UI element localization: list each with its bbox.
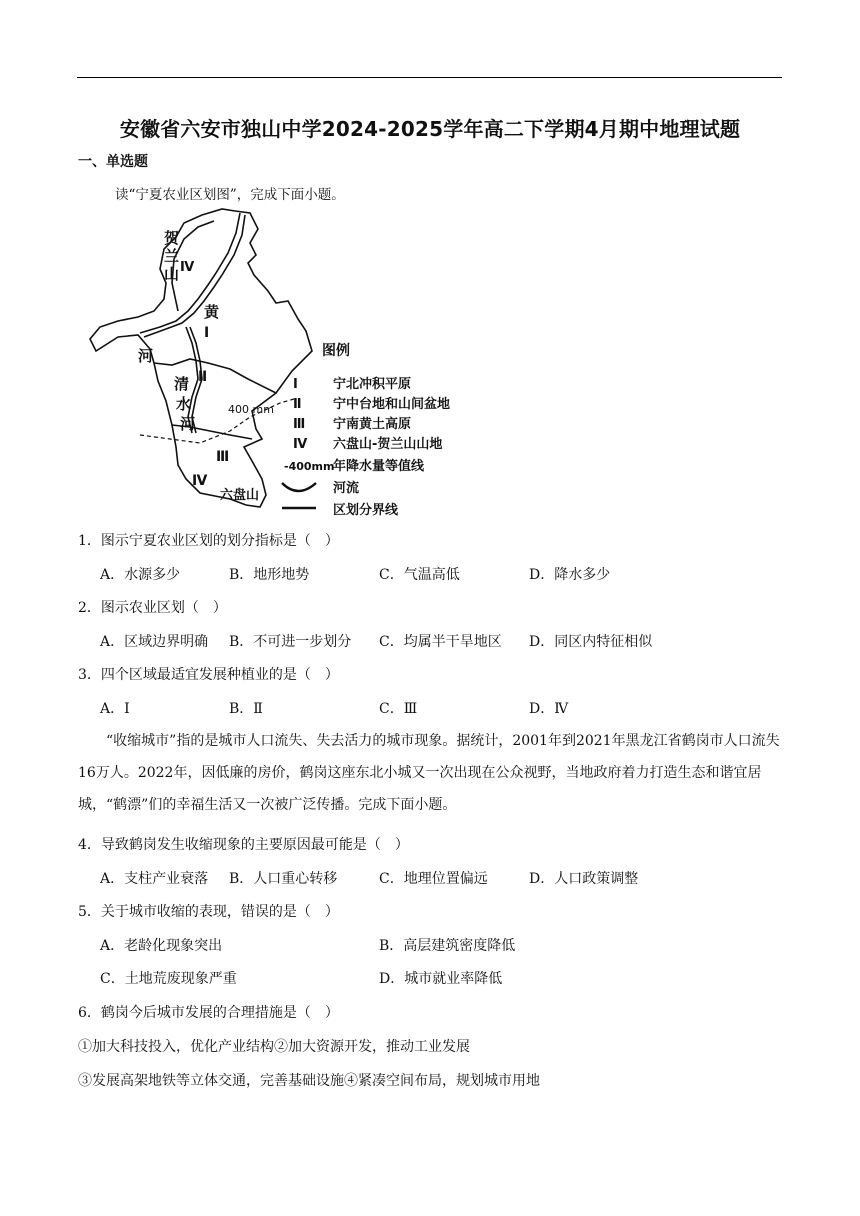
q5-option-a[interactable]: A．老龄化现象突出 <box>100 938 223 954</box>
q5-option-b[interactable]: B．高层建筑密度降低 <box>379 938 516 954</box>
q6-statement-line-1: ①加大科技投入，优化产业结构②加大资源开发，推动工业发展 <box>78 1039 470 1055</box>
label-he2: 河 <box>180 415 196 433</box>
ningxia-map <box>80 203 480 521</box>
legend-title: 图例 <box>322 343 350 359</box>
label-region-4a: Ⅳ <box>180 260 195 275</box>
section-heading: 一、单选题 <box>78 154 148 170</box>
q2-option-c[interactable]: C．均属半干旱地区 <box>379 634 502 650</box>
label-huang: 黄 <box>204 303 220 321</box>
label-isohyet: 400 mm <box>228 403 274 416</box>
question-5: 5．关于城市收缩的表现，错误的是（ ） <box>78 904 339 920</box>
legend-sym-2: Ⅱ <box>293 397 302 412</box>
legend-text-3: 宁南黄土高原 <box>333 417 412 432</box>
legend-sym-4: Ⅳ <box>293 437 308 452</box>
label-shui: 水 <box>176 395 192 413</box>
label-region-3: Ⅲ <box>216 449 230 465</box>
header-rule <box>77 77 782 78</box>
question-6: 6．鹤岗今后城市发展的合理措施是（ ） <box>78 1005 339 1021</box>
q3-option-c[interactable]: C．Ⅲ <box>379 701 418 717</box>
q1-option-c[interactable]: C．气温高低 <box>379 567 460 583</box>
question-1: 1．图示宁夏农业区划的划分指标是（ ） <box>78 533 339 549</box>
q4-option-c[interactable]: C．地理位置偏远 <box>379 871 488 887</box>
legend-text-7: 区划分界线 <box>333 503 399 518</box>
legend-sym-5: -400mm <box>284 460 335 473</box>
q4-option-a[interactable]: A．支柱产业衰落 <box>100 871 209 887</box>
q1-option-d[interactable]: D．降水多少 <box>529 567 611 583</box>
province-outline <box>90 209 312 507</box>
q5-option-c[interactable]: C．土地荒废现象严重 <box>100 971 237 987</box>
legend-text-4: 六盘山-贺兰山山地 <box>333 437 443 452</box>
q4-option-b[interactable]: B．人口重心转移 <box>229 871 338 887</box>
q1-option-b[interactable]: B．地形地势 <box>229 567 310 583</box>
label-region-2: Ⅱ <box>198 369 208 385</box>
question-3: 3．四个区域最适宜发展种植业的是（ ） <box>78 667 339 683</box>
label-helan-3: 山 <box>164 265 180 283</box>
q5-option-d[interactable]: D．城市就业率降低 <box>379 971 503 987</box>
q3-option-b[interactable]: B．Ⅱ <box>229 701 263 717</box>
question-4: 4．导致鹤岗发生收缩现象的主要原因最可能是（ ） <box>78 837 409 853</box>
label-helan-2: 兰 <box>164 247 180 265</box>
label-liupan: 六盘山 <box>220 488 260 503</box>
intro-text: 读“宁夏农业区划图”，完成下面小题。 <box>115 187 345 203</box>
label-region-1: Ⅰ <box>204 325 210 341</box>
q1-option-a[interactable]: A．水源多少 <box>100 567 181 583</box>
q6-statement-line-2: ③发展高架地铁等立体交通，完善基础设施④紧凑空间布局，规划城市用地 <box>78 1073 540 1089</box>
legend-sym-1: Ⅰ <box>293 377 298 392</box>
label-qing: 清 <box>174 375 190 393</box>
question-2: 2．图示农业区划（ ） <box>78 600 227 616</box>
legend-river-symbol <box>282 483 316 491</box>
label-he: 河 <box>138 347 154 365</box>
label-helan-1: 贺 <box>164 229 180 247</box>
legend-text-6: 河流 <box>333 481 360 496</box>
legend-text-2: 宁中台地和山间盆地 <box>333 397 451 412</box>
q2-option-a[interactable]: A．区域边界明确 <box>100 634 209 650</box>
q2-option-b[interactable]: B．不可进一步划分 <box>229 634 352 650</box>
legend-text-1: 宁北冲积平原 <box>333 377 412 392</box>
q4-option-d[interactable]: D．人口政策调整 <box>529 871 639 887</box>
q3-option-a[interactable]: A．Ⅰ <box>100 701 130 717</box>
page-title: 安徽省六安市独山中学2024-2025学年高二下学期4月期中地理试题 <box>119 117 741 141</box>
passage: “收缩城市”指的是城市人口流失、失去活力的城市现象。据统计，2001年到2021年黑龙江省鹤岗市人口流失16万人。2022年，因低廉的房价，鹤岗这座东北小城又一次出现在公众视野，当地政府着力打造生态和谐宜居城，“鹤漂”们的幸福生活又一次被广泛传播。完成下面小题。 <box>78 733 780 813</box>
legend-text-5: 年降水量等值线 <box>333 459 425 474</box>
label-region-4b: Ⅳ <box>192 473 208 489</box>
division-line <box>154 359 276 393</box>
q3-option-d[interactable]: D．Ⅳ <box>529 701 569 717</box>
legend-sym-3: Ⅲ <box>293 417 306 432</box>
q2-option-d[interactable]: D．同区内特征相似 <box>529 634 653 650</box>
